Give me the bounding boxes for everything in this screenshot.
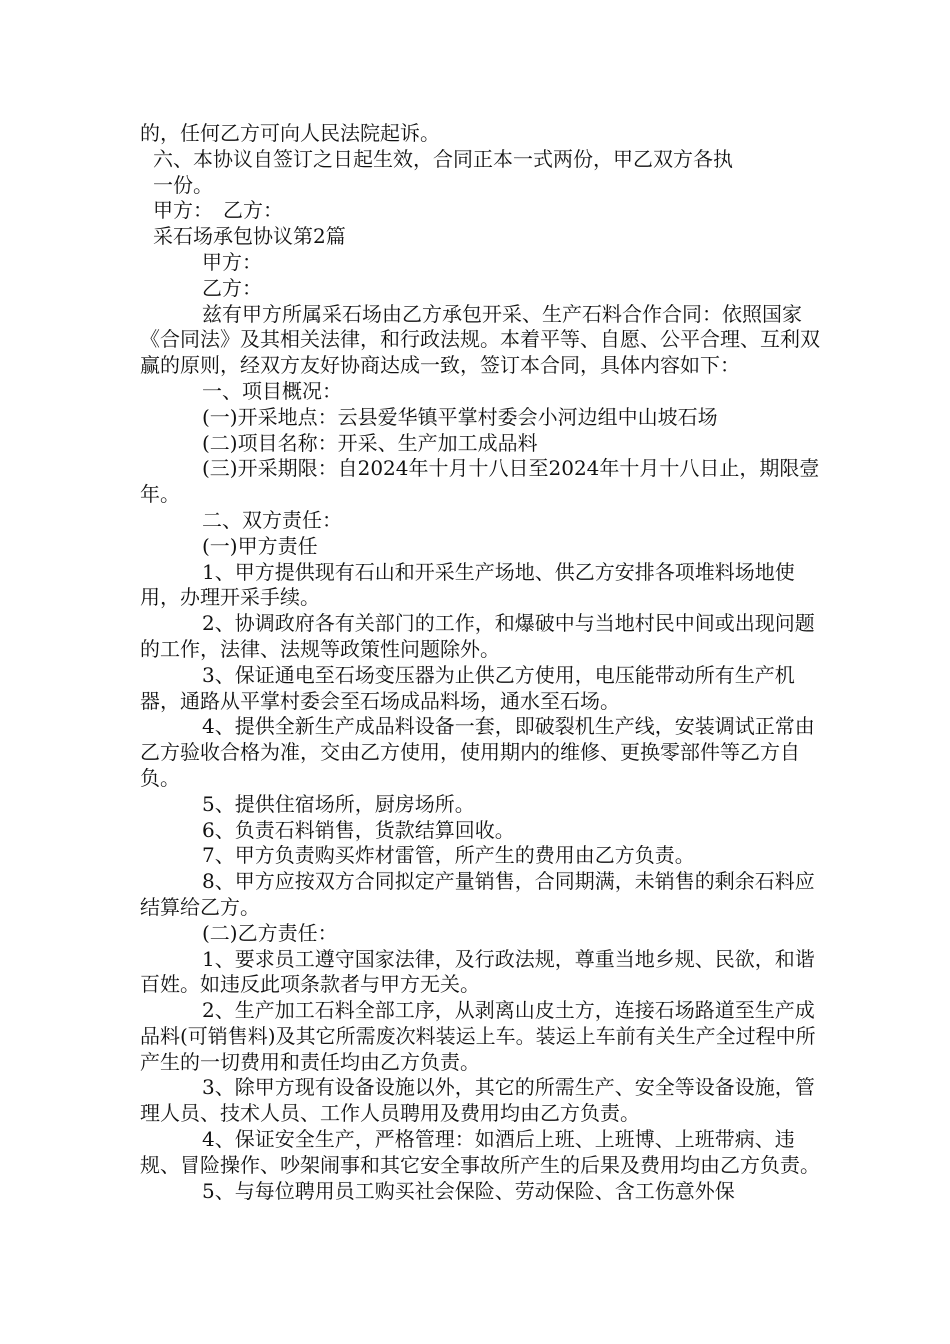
party-a-label: 甲方：	[202, 249, 262, 274]
document-page	[140, 121, 820, 1204]
clause: 1、要求员工遵守国家法律，及行政法规，尊重当地乡规、民欲，和谐百姓。如违反此项条款者与甲方无关。	[140, 946, 815, 997]
heading-responsibilities: 二、双方责任：	[202, 507, 342, 532]
heading-party-b: (二)乙方责任：	[202, 920, 338, 945]
clause: 2、生产加工石料全部工序，从剥离山皮土方，连接石场路道至生产成品料(可销售料)及其它所需废次料装运上车。装运上车前有关生产全过程中所产生的一切费用和责任均由乙方负责。	[140, 998, 816, 1074]
party-b-label: 乙方：	[202, 275, 262, 300]
clause: 3、保证通电至石场变压器为止供乙方使用，电压能带动所有生产机器，通路从平掌村委会至石场成品料场，通水至石场。	[140, 662, 795, 713]
paragraph: 一份。	[153, 172, 213, 197]
clause: 6、负责石料销售，货款结算回收。	[202, 817, 515, 842]
paragraph: 六、本协议自签订之日起生效，合同正本一式两份，甲乙双方各执	[153, 146, 733, 171]
clause: 3、除甲方现有设备设施以外，其它的所需生产、安全等设备设施，管理人员、技术人员、工作人员聘用及费用均由乙方负责。	[140, 1075, 815, 1126]
clause: 4、提供全新生产成品料设备一套，即破裂机生产线，安装调试正常由乙方验收合格为准，交由乙方使用，使用期内的维修、更换零部件等乙方自负。	[140, 714, 815, 790]
clause: 1、甲方提供现有石山和开采生产场地、供乙方安排各项堆料场地使用，办理开采手续。	[140, 559, 795, 610]
heading-project-overview: 一、项目概况：	[202, 378, 342, 403]
clause: 7、甲方负责购买炸材雷管，所产生的费用由乙方负责。	[202, 843, 695, 868]
heading-party-a: (一)甲方责任	[202, 533, 318, 558]
clause: 4、保证安全生产，严格管理：如酒后上班、上班博、上班带病、违规、冒险操作、吵架闹事和其它安全事故所产生的后果及费用均由乙方负责。	[140, 1127, 820, 1177]
paragraph: 兹有甲方所属采石场由乙方承包开采、生产石料合作合同：依照国家《合同法》及其相关法律，和行政法规。本着平等、自愿、公平合理、互利双赢的原则，经双方友好协商达成一致，签订本合同，具体内容如下：	[140, 301, 820, 378]
clause: 5、与每位聘用员工购买社会保险、劳动保险、含工伤意外保	[202, 1178, 735, 1203]
clause: (三)开采期限：自2024年十月十八日至2024年十月十八日止，期限壹年。	[140, 456, 820, 507]
clause: (一)开采地点：云县爱华镇平掌村委会小河边组中山坡石场	[202, 404, 718, 429]
section-title: 采石场承包协议第2篇	[153, 224, 346, 249]
clause: 8、甲方应按双方合同拟定产量销售，合同期满，未销售的剩余石料应结算给乙方。	[140, 869, 815, 919]
clause: 5、提供住宿场所，厨房场所。	[202, 791, 475, 816]
clause: (二)项目名称：开采、生产加工成品料	[202, 430, 538, 455]
clause: 2、协调政府各有关部门的工作，和爆破中与当地村民中间或出现问题的工作，法律、法规等政策性问题除外。	[140, 611, 815, 661]
paragraph: 的，任何乙方可向人民法院起诉。	[140, 121, 440, 145]
signature-line: 甲方： 乙方：	[153, 198, 283, 223]
